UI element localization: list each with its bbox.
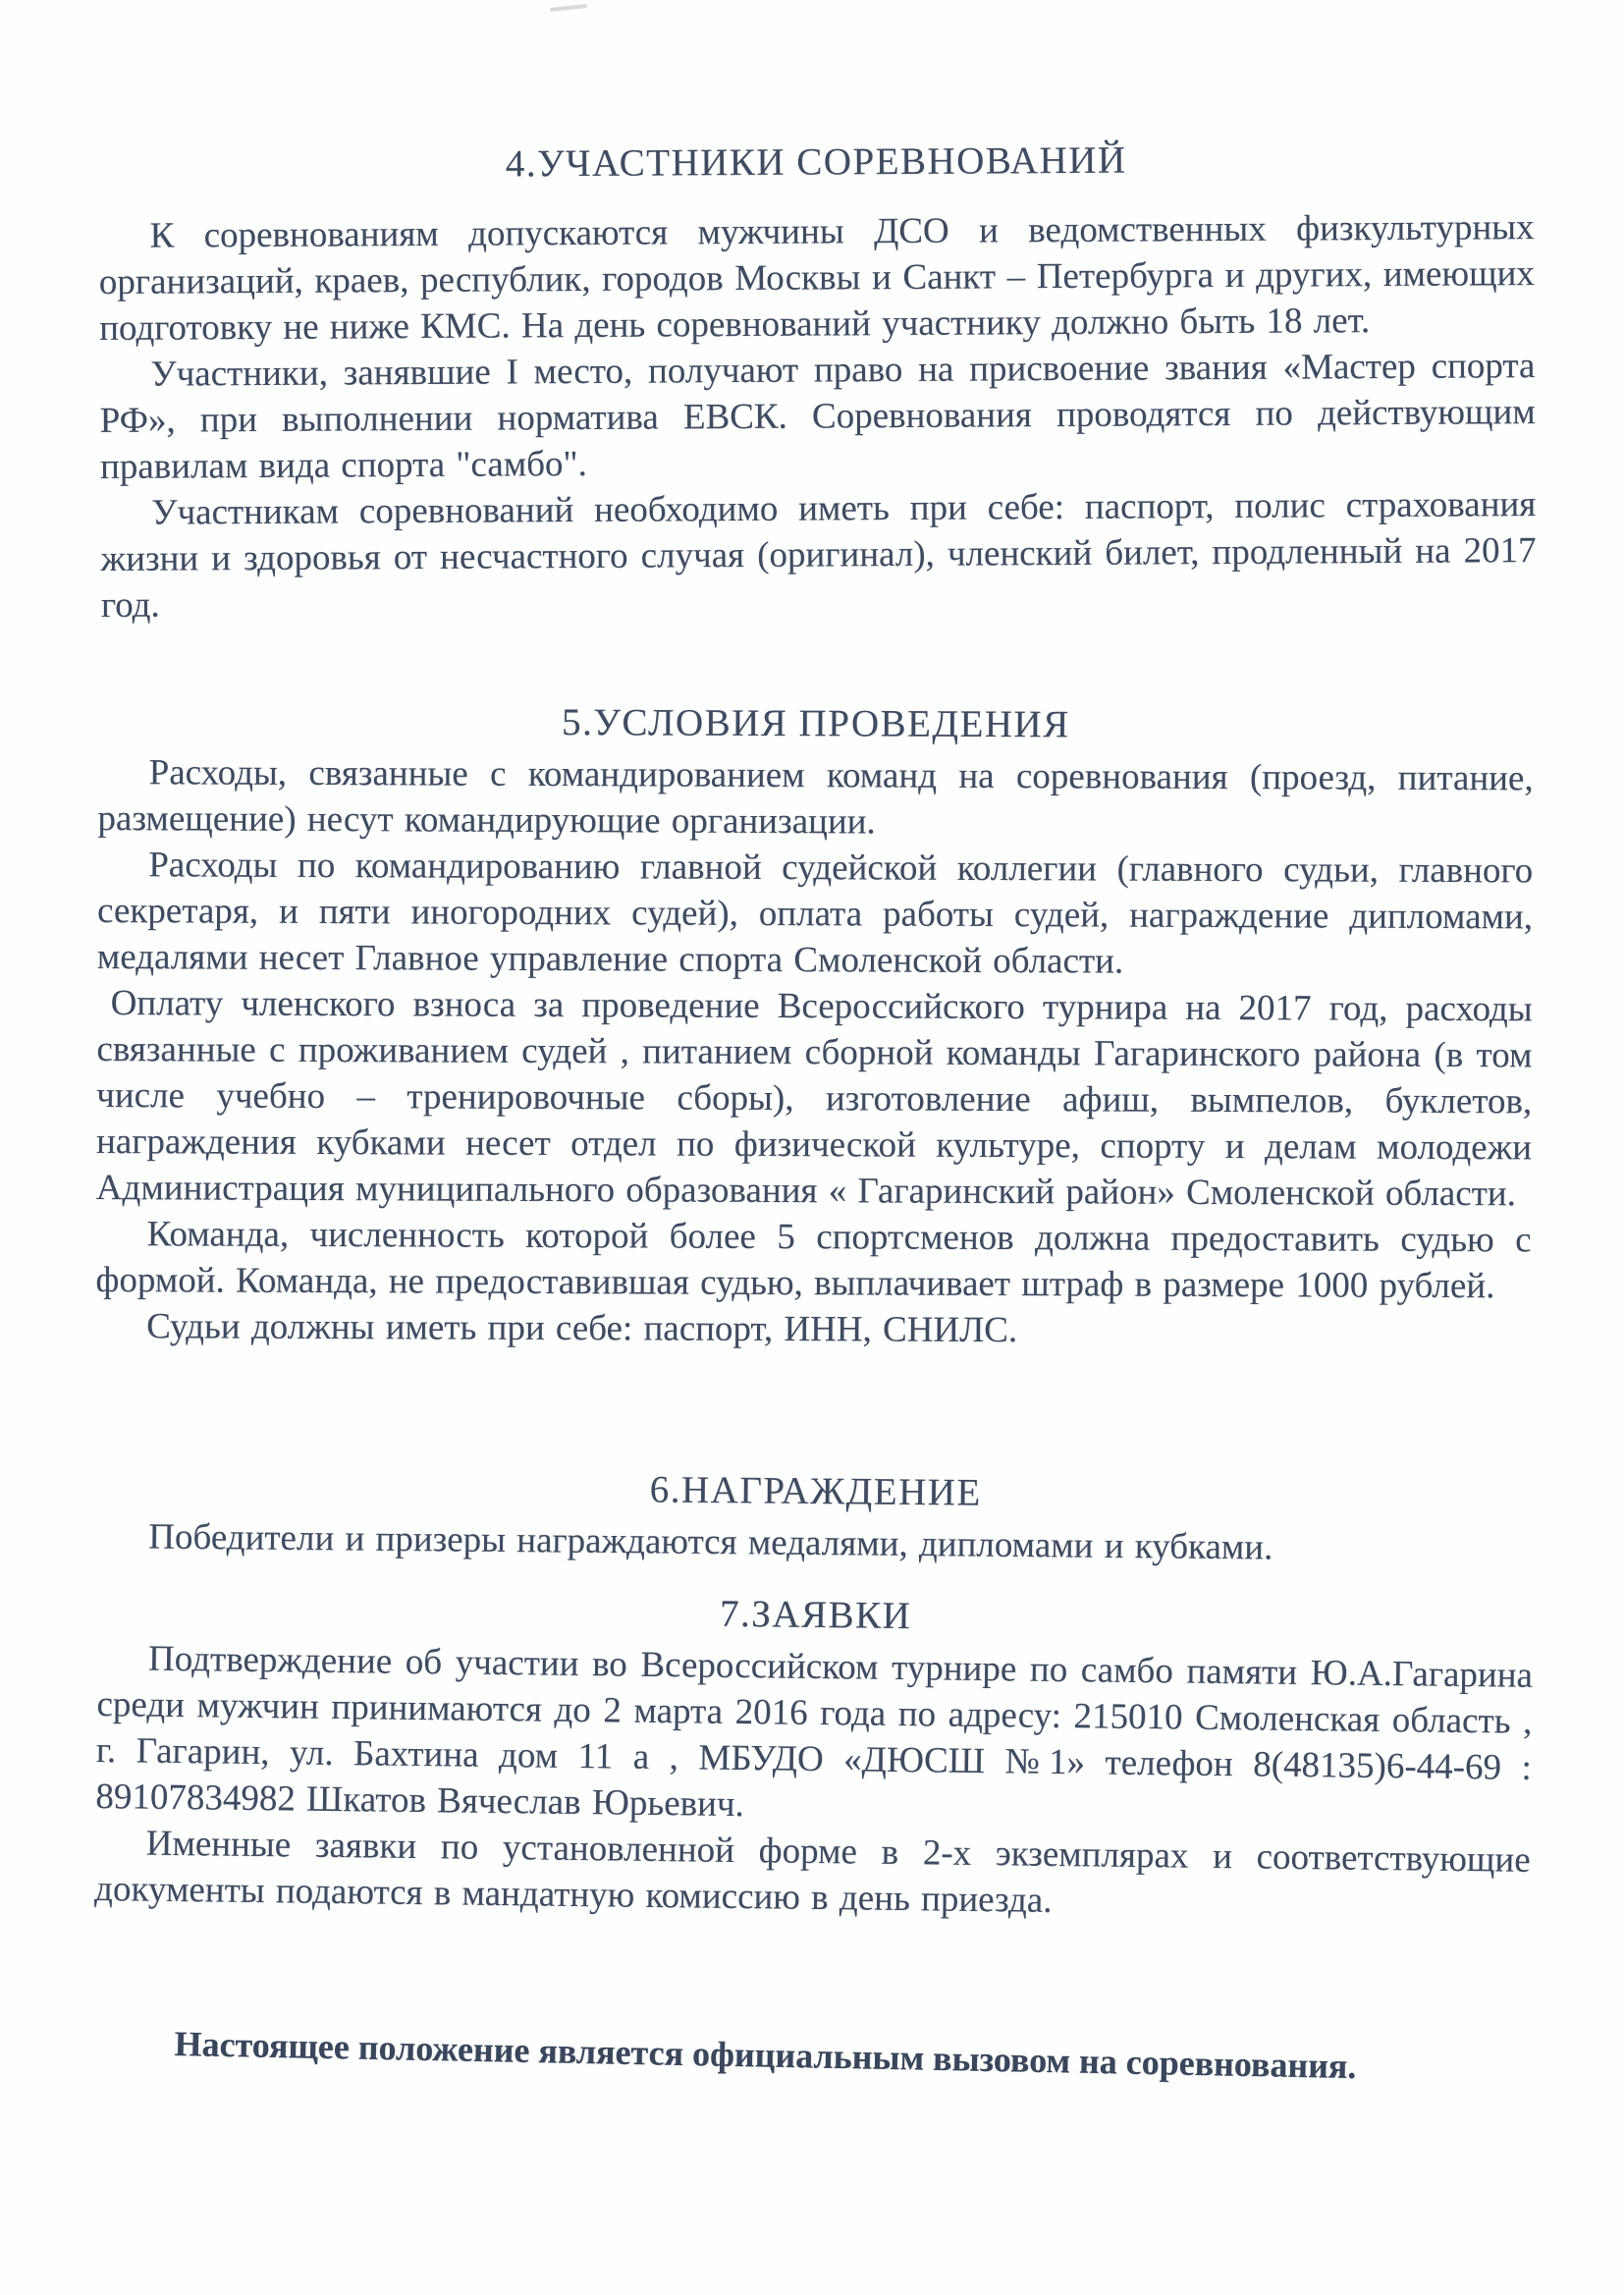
para-team-referee-penalty: Команда, численность которой более 5 спортсменов должна предоставить судью с формой. Команда, не предоставившая судью, выплачивает штраф в размере 1000 рублей. (95, 1214, 1532, 1307)
para-named-applications: Именные заявки по установленной форме в 2-х экземплярах и соответствующие документы подаются в мандатную комиссию в день приезда. (93, 1823, 1531, 1921)
section-heading-applications: 7.ЗАЯВКИ (719, 1592, 912, 1638)
para-judges-documents: Судьи должны иметь при себе: паспорт, ИНН, СНИЛС. (146, 1306, 1018, 1351)
footer-official-call-statement: Настоящее положение является официальным вызовом на соревнования. (174, 2023, 1357, 2087)
para-required-documents: Участникам соревнований необходимо иметь при себе: паспорт, полис страхования жизни и здоровья от несчастного случая (оригинал), членский билет, продленный на 2017 год. (100, 484, 1537, 626)
section-applications (94, 1583, 1534, 1930)
para-judges-expenses: Расходы по командированию главной судейской коллегии (главного судьи, главного секретаря, и пяти иногородних судей), оплата работы судей, награждение дипломами, медалями несет Главное управление спорта Смоленской области. (96, 845, 1534, 982)
para-applications-contact: Подтверждение об участии во Всероссийском турнире по самбо памяти Ю.А.Гагарина среди мужчин принимаются до 2 марта 2016 года по адресу: 215010 Смоленская область , г. Гагарин, ул. Бахтина дом 11 а , МБУДО «ДЮСШ №1» телефон 8(48135)6-44-69 : 89107834982 Шкатов Вячеслав Юрьевич. (95, 1638, 1534, 1826)
section-conditions (95, 697, 1534, 1355)
para-travel-expenses: Расходы, связанные с командированием команд на соревнования (проезд, питание, размещение) несут командирующие организации. (97, 752, 1534, 843)
para-admission: К соревнованиям допускаются мужчины ДСО и ведомственных физкультурных организаций, краев, республик, городов Москвы и Санкт – Петербурга и других, имеющих подготовку не ниже КМС. На день соревнований участнику должно быть 18 лет. (98, 207, 1535, 349)
para-fees-organization: Оплату членского взноса за проведение Всероссийского турнира на 2017 год, расходы связанные с проживанием судей , питанием сборной команды Гагаринского района (в том числе учебно – тренировочные сборы), изготовление афиш, вымпелов, буклетов, награждения кубками несет отдел по физической культуре, спорту и делам молодежи Администрация муниципального образования « Гагаринский район» Смоленской области. (95, 983, 1533, 1215)
section-awards (97, 1461, 1534, 1573)
section-heading-participants: 4.УЧАСТНИКИ СОРЕВНОВАНИЙ (505, 138, 1127, 186)
scan-artifact (550, 4, 587, 12)
para-title-award: Участники, занявшие I место, получают право на присвоение звания «Мастер спорта РФ», при выполнении норматива ЕВСК. Соревнования проводятся по действующим правилам вида спорта "самбо". (99, 346, 1536, 487)
section-heading-conditions: 5.УСЛОВИЯ ПРОВЕДЕНИЯ (562, 701, 1070, 746)
section-heading-awards: 6.НАГРАЖДЕНИЕ (649, 1468, 982, 1514)
section-participants (98, 135, 1537, 628)
para-awards: Победители и призеры награждаются медалями, дипломами и кубками. (148, 1516, 1273, 1568)
